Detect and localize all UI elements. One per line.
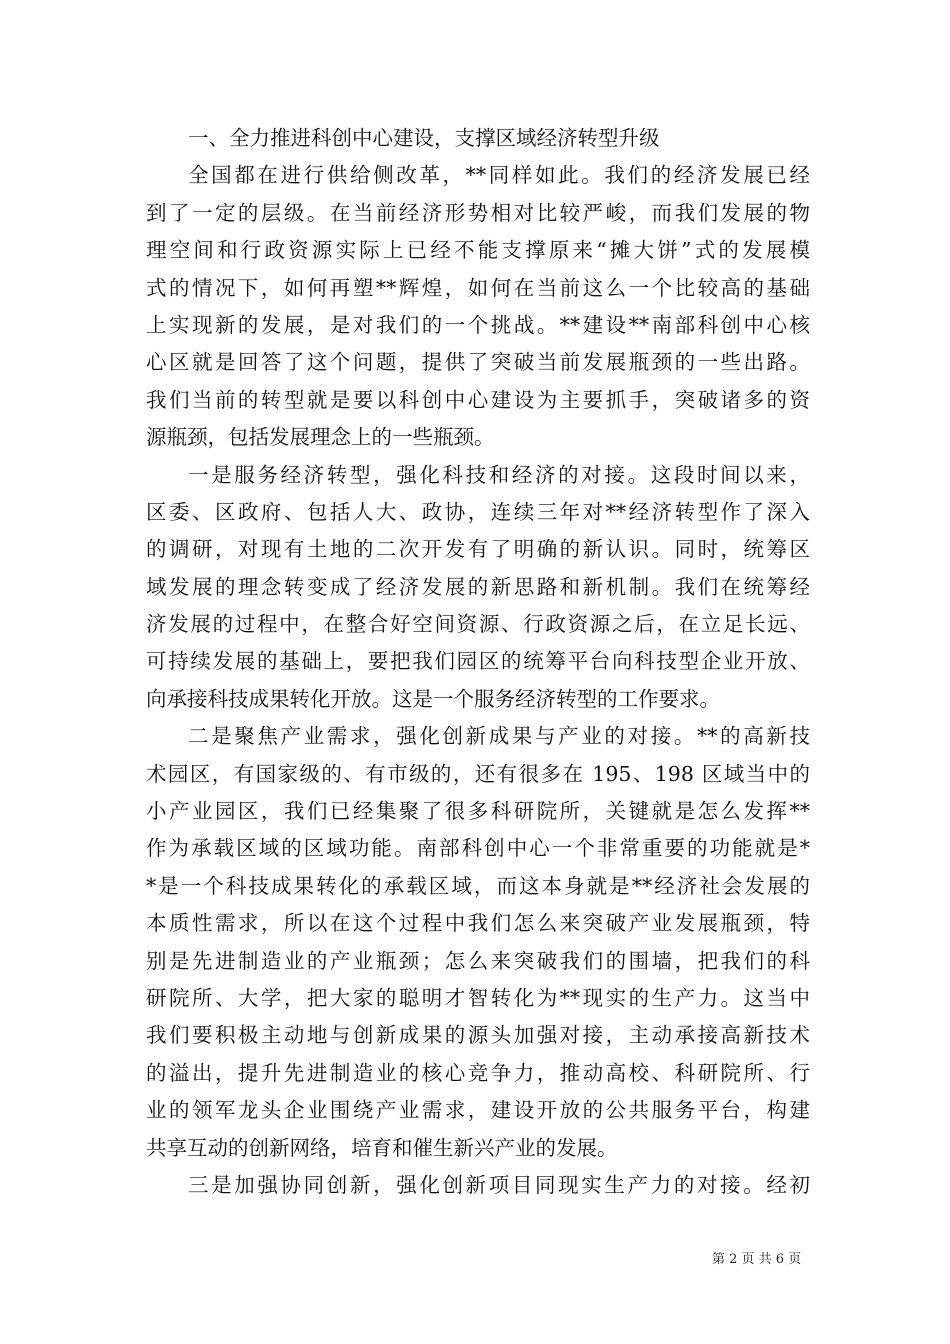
text-line: 研院所、大学，把大家的聪明才智转化为**现实的生产力。这当中 <box>146 985 810 1010</box>
text-line: 可持续发展的基础上，要把我们园区的统筹平台向科技型企业开放、 <box>146 649 810 674</box>
text-line: 源瓶颈，包括发展理念上的一些瓶颈。 <box>146 425 495 450</box>
text-line: 一是服务经济转型，强化科技和经济的对接。这段时间以来， <box>188 462 810 487</box>
page-number-footer: 第 2 页 共 6 页 <box>712 1252 802 1267</box>
text-line: 的调研，对现有土地的二次开发有了明确的新认识。同时，统筹区 <box>146 537 810 562</box>
text-line: *是一个科技成果转化的承载区域，而这本身就是**经济社会发展的 <box>146 873 810 898</box>
text-line: 向承接科技成果转化开放。这是一个服务经济转型的工作要求。 <box>146 686 720 711</box>
text-line: 的溢出，提升先进制造业的核心竞争力，推动高校、科研院所、行 <box>146 1060 810 1085</box>
text-line: 上实现新的发展，是对我们的一个挑战。**建设**南部科创中心核 <box>146 312 810 337</box>
document-body <box>146 120 810 1204</box>
text-line: 全国都在进行供给侧改革，**同样如此。我们的经济发展已经 <box>188 163 810 188</box>
text-line: 理空间和行政资源实际上已经不能支撑原来“摊大饼”式的发展模 <box>146 238 810 263</box>
text-line: 心区就是回答了这个问题，提供了突破当前发展瓶颈的一些出路。 <box>146 350 810 375</box>
text-line: 术园区，有国家级的、有市级的，还有很多在 195、198 区域当中的 <box>146 761 810 786</box>
text-line: 三是加强协同创新，强化创新项目同现实生产力的对接。经初 <box>188 1172 810 1197</box>
text-line: 式的情况下，如何再塑**辉煌，如何在当前这么一个比较高的基础 <box>146 275 810 300</box>
text-line: 小产业园区，我们已经集聚了很多科研院所，关键就是怎么发挥** <box>146 799 810 824</box>
text-line: 区委、区政府、包括人大、政协，连续三年对**经济转型作了深入 <box>146 499 810 524</box>
text-line: 我们要积极主动地与创新成果的源头加强对接，主动承接高新技术 <box>146 1023 810 1048</box>
text-line: 共享互动的创新网络，培育和催生新兴产业的发展。 <box>146 1135 618 1160</box>
text-line: 二是聚焦产业需求，强化创新成果与产业的对接。**的高新技 <box>188 724 810 749</box>
text-line: 业的领军龙头企业围绕产业需求，建设开放的公共服务平台，构建 <box>146 1098 810 1123</box>
text-line: 本质性需求，所以在这个过程中我们怎么来突破产业发展瓶颈，特 <box>146 911 810 936</box>
text-line: 我们当前的转型就是要以科创中心建设为主要抓手，突破诸多的资 <box>146 387 810 412</box>
text-line: 济发展的过程中，在整合好空间资源、行政资源之后，在立足长远、 <box>146 612 810 637</box>
text-line: 别是先进制造业的产业瓶颈；怎么来突破我们的围墙，把我们的科 <box>146 948 810 973</box>
text-line: 作为承载区域的区域功能。南部科创中心一个非常重要的功能就是* <box>146 836 810 861</box>
section-heading: 一、全力推进科创中心建设，支撑区域经济转型升级 <box>188 126 660 150</box>
text-line: 到了一定的层级。在当前经济形势相对比较严峻，而我们发展的物 <box>146 200 810 225</box>
text-line: 域发展的理念转变成了经济发展的新思路和新机制。我们在统筹经 <box>146 574 810 599</box>
